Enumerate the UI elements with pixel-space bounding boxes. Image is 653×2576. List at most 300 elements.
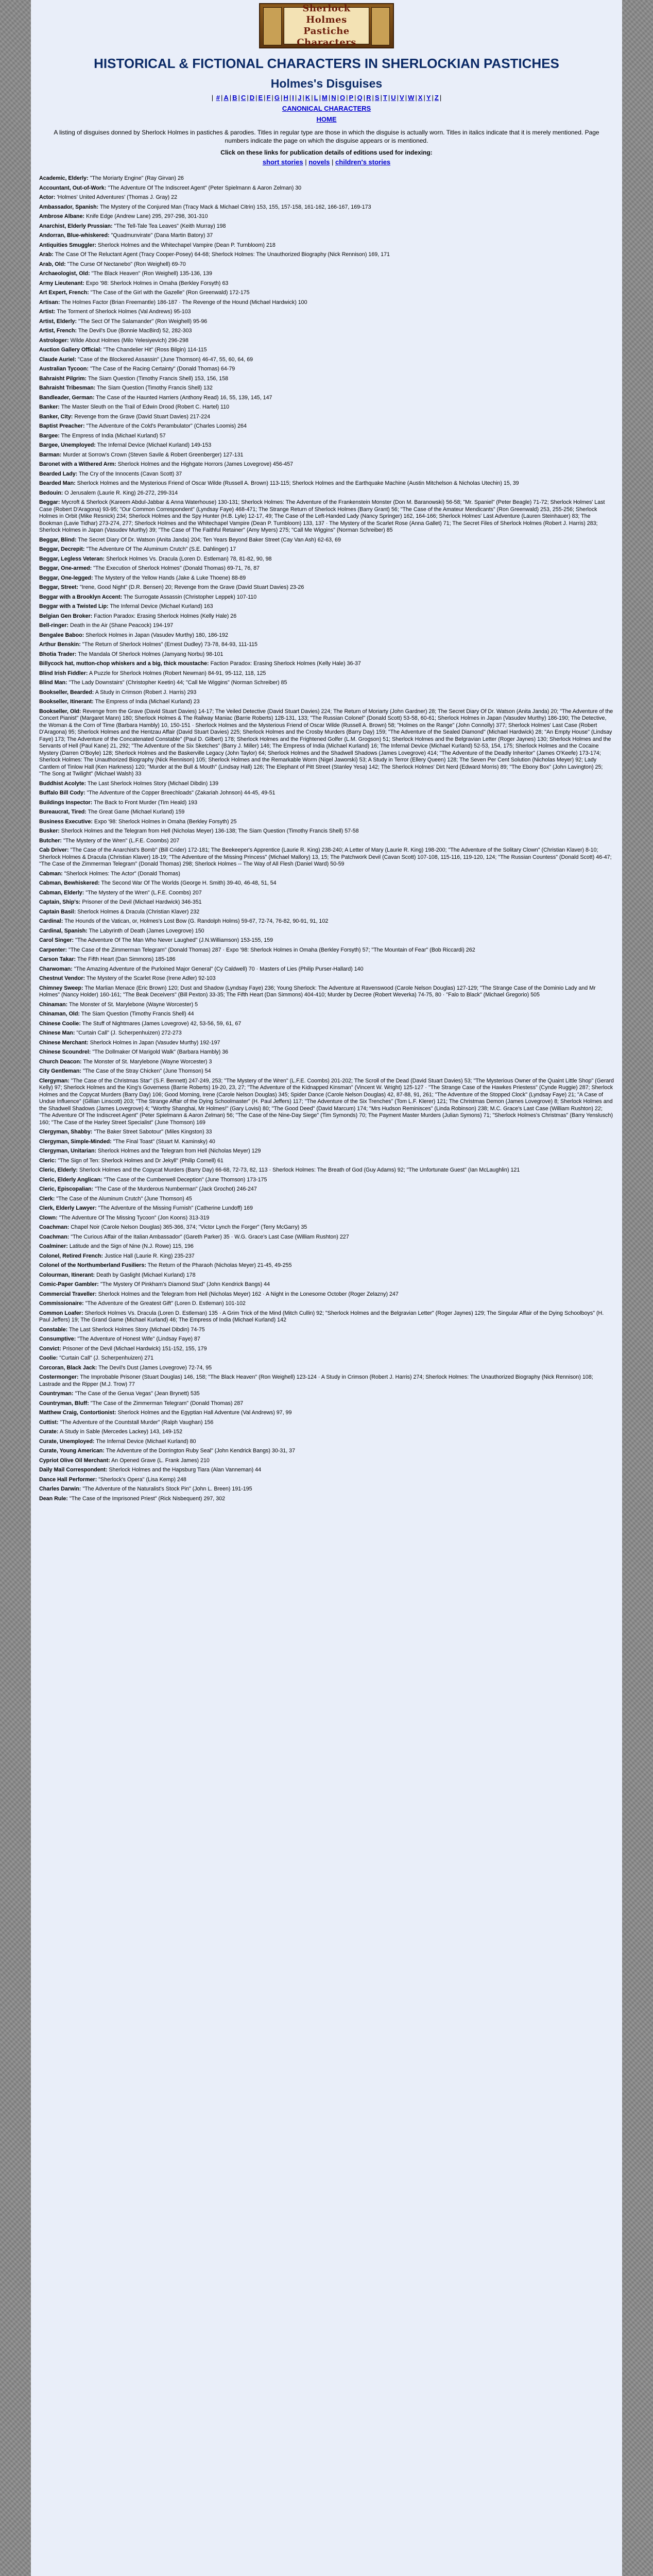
disguise-entry xyxy=(39,1262,614,1269)
disguise-term: Arab: xyxy=(39,251,54,258)
letter-separator: | xyxy=(328,94,331,101)
disguise-sources: Sherlock Holmes and the Telegram from Hell (Nicholas Meyer) 162 · A Night in the Lonesome October (Roger Zelazny) 247 xyxy=(98,1291,399,1297)
disguise-sources: "Quadmunvirate" (Dana Martin Batory) 37 xyxy=(111,232,213,239)
disguise-sources: Justice Hall (Laurie R. King) 235-237 xyxy=(105,1252,195,1259)
letter-link[interactable]: E xyxy=(258,94,263,101)
disguise-term: Arthur Benskin: xyxy=(39,641,81,648)
disguise-entry xyxy=(39,1310,614,1324)
short-stories-link[interactable]: short stories xyxy=(262,158,303,166)
letter-link[interactable]: K xyxy=(305,94,311,101)
disguise-sources: The Siam Question (Timothy Francis Shell) 153, 156, 158 xyxy=(88,375,229,382)
disguise-entry xyxy=(39,499,614,534)
publication-note: Click on these links for publication details of editions used for indexing: xyxy=(220,149,433,156)
disguise-term: Bearded Man: xyxy=(39,480,76,486)
disguise-sources: Death in the Air (Shane Peacock) 194-197 xyxy=(70,622,174,629)
disguise-sources: Expo '98: Sherlock Holmes in Omaha (Berkley Forsyth) 25 xyxy=(94,818,237,825)
disguise-sources: Wilde About Holmes (Milo Yelesiyevich) 296-298 xyxy=(70,337,188,344)
disguise-sources: The Case of the Haunted Harriers (Anthony Read) 16, 55, 139, 145, 147 xyxy=(96,394,272,401)
disguise-sources: Expo '98: Sherlock Holmes in Omaha (Berkley Forsyth) 63 xyxy=(85,280,229,286)
disguise-sources: A Study in Crimson (Robert J. Harris) 293 xyxy=(95,689,197,696)
page-content xyxy=(31,0,622,2576)
disguise-sources: "The Adventure Of The Aluminum Crutch" (S.E. Dahlinger) 17 xyxy=(86,546,236,552)
banner-wrap xyxy=(31,0,622,51)
disguise-sources: "The Case of the Stray Chicken" (June Thomson) 54 xyxy=(82,1068,211,1074)
disguise-term: Billycock hat, mutton-chop whiskers and a big, thick moustache: xyxy=(39,660,209,667)
letter-separator: | xyxy=(423,94,425,101)
disguise-entry xyxy=(39,1021,614,1028)
disguise-entry xyxy=(39,490,614,497)
disguise-term: Buildings Inspector: xyxy=(39,799,93,806)
letter-link[interactable]: Y xyxy=(426,94,431,101)
disguise-sources: The Labyrinth of Death (James Lovegrove) 150 xyxy=(89,927,204,934)
disguise-term: Clown: xyxy=(39,1214,58,1221)
disguise-term: Colonel of the Northumberland Fusiliers: xyxy=(39,1262,146,1268)
disguise-entry xyxy=(39,280,614,287)
letter-link[interactable]: R xyxy=(366,94,371,101)
disguise-term: Dance Hall Performer: xyxy=(39,1476,97,1483)
novels-link[interactable]: novels xyxy=(308,158,330,166)
canonical-characters-link[interactable]: CANONICAL CHARACTERS xyxy=(282,105,371,112)
disguise-entry xyxy=(39,175,614,182)
canonical-nav xyxy=(31,105,622,112)
disguise-term: Chinaman, Old: xyxy=(39,1011,80,1017)
letter-link[interactable]: M xyxy=(321,94,328,101)
disguise-entry xyxy=(39,899,614,906)
disguise-entry xyxy=(39,909,614,916)
disguise-entry xyxy=(39,1139,614,1146)
letter-link[interactable]: F xyxy=(266,94,271,101)
disguise-term: Coachman: xyxy=(39,1233,70,1240)
disguise-entry xyxy=(39,947,614,954)
disguise-term: Beggar: xyxy=(39,499,60,505)
disguise-sources: "The Case of the Zimmerman Telegram" (Donald Thomas) 287 · Expo '98: Sherlock Holmes in Omaha (Berkley Forsyth) 57; "The Mountain of Fear" (Bob Riccardi) 262 xyxy=(68,946,475,953)
disguise-sources: "The Adventure of the Greatest Gift" (Loren D. Estleman) 101-102 xyxy=(85,1300,246,1307)
disguise-sources: Sherlock Holmes and the Telegram from Hell (Nicholas Meyer) 129 xyxy=(98,1148,261,1154)
disguise-term: Dean Rule: xyxy=(39,1495,68,1502)
letter-link[interactable]: # xyxy=(216,94,220,101)
disguise-term: Beggar, Street: xyxy=(39,584,79,590)
disguise-entry xyxy=(39,347,614,354)
disguise-sources: "The Tell-Tale Tea Leaves" (Keith Murray) 198 xyxy=(114,223,226,229)
disguise-term: Ambrose Albane: xyxy=(39,213,85,219)
disguise-entry xyxy=(39,185,614,192)
letter-separator: | xyxy=(311,94,313,101)
letter-separator: | xyxy=(380,94,382,101)
disguise-entry xyxy=(39,433,614,440)
letter-link[interactable]: D xyxy=(249,94,255,101)
disguise-sources: "The Final Toast" (Stuart M. Kaminsky) 40 xyxy=(113,1138,215,1145)
disguise-sources: The Monster of St. Marylebone (Wayne Worcester) 3 xyxy=(83,1058,212,1065)
disguise-sources: "The Adventure Of The Indiscreet Agent" (Peter Spielmann & Aaron Zelman) 30 xyxy=(108,184,302,191)
letter-link[interactable]: U xyxy=(391,94,396,101)
disguise-term: Army Lieutenant: xyxy=(39,280,84,286)
disguise-term: Church Deacon: xyxy=(39,1058,82,1065)
disguise-term: Cuttist: xyxy=(39,1419,59,1426)
disguise-sources: Mycroft & Sherlock (Kareem Abdul-Jabbar & Anna Waterhouse) 130-131; Sherlock Holmes: The Adventure of the Frankenstein Monster (Don M. Baranowski) 56-58; "Mr. Spaniel" (Peter Beagle) 71-72; Sherlock Holmes' Last Case (Robert D'Aragona) 93-95; "Our Common Correspondent" (Lyndsay Faye) 468-471; The Strange Return of Sherlock Holmes (Barry Grant) 56; "The Case of the Amateur Mendicants" (Ron Greenwald) 253, 255-256; Sherlock Holmes in Orbit (Mike Resnick) 234; Sherlock Holmes and the Spy Hunter (H.B. Lyle) 12-17, 49; The Case of the Left-Handed Lady (Nancy Springer) 162, 164-166; Sherlock Holmes' Last Adventure (Lauren Steinhauer) 83; The Bookman (Lavie Tidhar) 273-274, 277; Sherlock Holmes and the Whitechapel Vampire (Dean P. Turnbloom) 133, 137 · The Mystery of the Scarlet Rose (Anna Gallet) 71; The Secret Files of Sherlock Holmes (Robert J. Harris) 283; Sherlock Holmes in Japan (Vasudev Murthy) 39; "The Case of The Faithful Retainer" (Amy Myers) 275; "Call Me Wiggins" (Norman Schreiber) 85 xyxy=(39,499,605,533)
disguise-entry xyxy=(39,366,614,373)
disguise-sources: The Fifth Heart (Dan Simmons) 185-186 xyxy=(77,956,176,962)
letter-link[interactable]: Q xyxy=(357,94,363,101)
disguise-entry xyxy=(39,781,614,788)
disguise-sources: "Sherlock Holmes: The Actor" (Donald Thomas) xyxy=(64,870,180,877)
disguise-sources: Sherlock Holmes & Dracula (Christian Klaver) 232 xyxy=(77,908,200,915)
disguise-sources: The Master Sleuth on the Trail of Edwin Drood (Robert C. Hartel) 110 xyxy=(61,404,230,410)
letter-link[interactable]: W xyxy=(408,94,415,101)
disguise-term: Cab Driver: xyxy=(39,847,69,853)
disguise-sources: Faction Paradox: Erasing Sherlock Holmes (Kelly Hale) 26 xyxy=(94,613,237,619)
disguise-term: Archaeologist, Old: xyxy=(39,270,90,277)
disguise-entry xyxy=(39,1011,614,1018)
disguise-entry xyxy=(39,213,614,221)
disguise-term: Artist, French: xyxy=(39,328,77,334)
disguise-term: Coolie: xyxy=(39,1355,58,1361)
disguise-term: Artisan: xyxy=(39,299,60,306)
disguise-sources: "Curtain Call" (J. Scherpenhuizen) 271 xyxy=(59,1355,154,1361)
disguise-entry xyxy=(39,565,614,572)
home-link[interactable]: HOME xyxy=(316,115,337,123)
banner-line-2: Pastiche Characters xyxy=(297,26,356,48)
disguise-term: Commercial Traveller: xyxy=(39,1291,97,1297)
disguise-term: Beggar, One-legged: xyxy=(39,574,93,581)
disguise-term: Bookseller, Old: xyxy=(39,708,81,715)
disguise-term: Bargee, Unemployed: xyxy=(39,442,96,448)
letter-separator: | xyxy=(220,94,223,101)
disguise-sources: "The Curse Of Nectanebo" (Ron Weighell) 69-70 xyxy=(67,261,186,267)
disguise-entry xyxy=(39,966,614,973)
disguise-entry xyxy=(39,385,614,392)
letter-separator: | xyxy=(319,94,321,101)
disguise-entry xyxy=(39,622,614,630)
disguise-entry xyxy=(39,584,614,591)
disguise-sources: A Study in Sable (Mercedes Lackey) 143, 149-152 xyxy=(59,1429,183,1435)
letter-link[interactable]: N xyxy=(331,94,336,101)
disguise-entry xyxy=(39,670,614,677)
disguise-entry xyxy=(39,1419,614,1427)
disguise-term: Bengalee Baboo: xyxy=(39,632,84,638)
disguise-entry xyxy=(39,880,614,887)
disguise-sources: The Mandala Of Sherlock Holmes (Jamyang Norbu) 98-101 xyxy=(78,651,224,657)
disguise-entry xyxy=(39,251,614,259)
disguise-entry xyxy=(39,556,614,563)
disguise-entry xyxy=(39,689,614,697)
disguise-sources: "The Adventure Of The Man Who Never Laughed" (J.N.Williamson) 153-155, 159 xyxy=(75,937,273,943)
disguise-entry xyxy=(39,461,614,468)
disguise-entry xyxy=(39,1458,614,1465)
disguise-sources: "The Case of the Cumberwell Deception" (June Thomson) 173-175 xyxy=(104,1176,267,1183)
disguise-term: Bahraisht Pilgrim: xyxy=(39,375,87,382)
disguise-entry xyxy=(39,809,614,816)
disguise-term: Clergyman, Shabby: xyxy=(39,1129,93,1135)
disguise-term: Accountant, Out-of-Work: xyxy=(39,184,107,191)
disguise-term: Bearded Lady: xyxy=(39,470,78,477)
disguise-term: Curate: xyxy=(39,1429,59,1435)
disguise-entry xyxy=(39,270,614,278)
disguise-term: Clergyman: xyxy=(39,1077,70,1084)
disguise-sources: Sherlock Holmes Vs. Dracula (Loren D. Estleman) 78, 81-82, 90, 98 xyxy=(106,555,272,562)
disguise-sources: Sherlock Holmes and the Copycat Murders (Barry Day) 66-68, 72-73, 82, 113 · Sherlock Holmes: The Breath of God (Guy Adams) 92; "The Unfortunate Guest" (Ian McLaughlin) 121 xyxy=(79,1167,520,1173)
disguise-entry xyxy=(39,546,614,553)
disguise-sources: "Irene, Good Night" (D.R. Bensen) 20; Revenge from the Grave (David Stuart Davies) 23-26 xyxy=(80,584,304,590)
letter-link[interactable]: V xyxy=(400,94,404,101)
disguise-term: Business Executive: xyxy=(39,818,93,825)
disguise-term: Barman: xyxy=(39,451,62,458)
disguise-entry xyxy=(39,290,614,297)
disguise-entry xyxy=(39,423,614,430)
disguise-term: Charles Darwin: xyxy=(39,1486,81,1492)
disguise-sources: The Great Game (Michael Kurland) 159 xyxy=(88,809,185,815)
disguise-entry xyxy=(39,699,614,706)
disguise-term: Common Loafer: xyxy=(39,1310,83,1316)
disguise-term: Bookseller, Bearded: xyxy=(39,689,94,696)
disguise-term: Colourman, Itinerant: xyxy=(39,1272,95,1278)
disguise-entry xyxy=(39,337,614,345)
disguise-entry xyxy=(39,594,614,601)
disguise-term: Beggar with a Brooklyn Accent: xyxy=(39,594,123,600)
letter-separator: | xyxy=(354,94,356,101)
disguise-term: Countryman, Bluff: xyxy=(39,1400,89,1406)
disguise-entry xyxy=(39,1336,614,1343)
disguise-entry xyxy=(39,1205,614,1212)
disguise-entry xyxy=(39,194,614,201)
disguise-term: Baronet with a Withered Arm: xyxy=(39,461,116,467)
letter-separator: | xyxy=(346,94,348,101)
disguise-sources: "The Return of Sherlock Holmes" (Ernest Dudley) 73-78, 84-93, 111-115 xyxy=(82,641,257,648)
index-separator: | xyxy=(305,158,307,166)
disguise-term: Chestnut Vendor: xyxy=(39,975,85,981)
disguise-entry xyxy=(39,1391,614,1398)
letter-link[interactable]: G xyxy=(274,94,280,101)
disguise-entry xyxy=(39,357,614,364)
disguise-entry xyxy=(39,1002,614,1009)
disguise-sources: "Curtain Call" (J. Scherpenhuizen) 272-273 xyxy=(76,1030,182,1036)
disguise-sources: Revenge from the Grave (David Stuart Davies) 14-17; The Veiled Detective (David Stuart Davies) 224; The Return of Moriarty (John Gardner) 28; The Secret Diary Of Dr. Watson (Anita Janda) 20; "The Adventure of the Concert Pianist" (Margaret Mann) 180; Sherlock Holmes & The Railway Maniac (Barrie Roberts) 128-131, 133; "The Russian Colonel" (Donald Scott) 53-58, 60-61; Sherlock Holmes in Japan (Vasudev Murthy) 186-190; The Detective, the Woman & the Corn of Time (Barbara Hambly) 10, 150-151 · Sherlock Holmes and the Mysterious Friend of Oscar Wilde (Russell A. Brown) 58; "Holmes on the Range" (John Connolly) 377; Sherlock Holmes' Last Case (Robert D'Aragona) 95; Sherlock Holmes and the Hentzau Affair (David Stuart Davies) 225; Sherlock Holmes and the Crosby Murders (Barry Day) 159; "The Adventure of the Sealed Diamond" (Michael Hardwick) 28; "An Empty House" (Lindsay Faye) 173; The Adventure of the Concatenated Constable" (Paul D. Gilbert) 178; Sherlock Holmes and the Frightened Golfer (L.M. Grogson) 51; Sherlock Holmes and the Belgravian Letter (Roger Jaynes) 130; Sherlock Holmes and the Servants of Hell (Paul Kane) 21, 292; "The Adventure of the Six Sketches" (Barry J. Miller) 146; The Empress of India (Michael Kurland) 16; The Infernal Device (Michael Kurland) 52-53, 154, 175; Sherlock Holmes and the Cocaine Mystery (Darren O'Boyle) 128; Sherlock Holmes and the Baskerville Legacy (John Taylor) 64; Sherlock Holmes and the Shadwell Shadows (James Lovegrove) 414; "The Adventure of the Deadly Inheritor" (James O'Keefe) 173-174; Sherlock Holmes: The Unauthorized Biography (Nick Rennison) 105; Sherlock Holmes and the Remarkable Worm (Nigel Jaworski) 53; A Study in Terror (Ellery Queen) 128; The Seven Per Cent Solution (Nicholas Meyer) 92; Lady Cantlem of Tinlow Hall (Ken Harkness) 120; "Murder at the Bull & Mouth" (Lindsay Hall) 126; The Elephant of Pitt Street (Stanley Yesa) 142; The Sherlock Holmes' Dirt Nerd (Edward Morris) 89; "The Ebony Box" (John Lavington) 25; "The Song at Twilight" (Michael Walsh) 33 xyxy=(39,708,613,777)
disguise-term: Butcher: xyxy=(39,837,62,844)
disguise-sources: "Case of the Blockered Assassin" (June Thomson) 46-47, 55, 60, 64, 69 xyxy=(78,356,253,363)
disguise-term: Beggar, One-armed: xyxy=(39,565,92,571)
disguise-entry xyxy=(39,318,614,326)
disguise-sources: "The Case of the Anarchist's Bomb" (Bill Crider) 172-181; The Beekeeper's Apprentice (Laurie R. King) 238-240; A Letter of Mary (Laurie R. King) 198-200; "The Adventure of the Solitary Clown" (Christian Klaver) 8-10; Sherlock Holmes & Dracula (Christian Klaver) 18-19; "The Adventure of the Missing Princess" (Michael Mallory) 13, 15; The Patchwork Devil (Cavan Scott) 107-108, 115-116, 119-120, 124; "The Russian Countess" (Donald Scott) 46-47; "The Case of the Zimmerman Telegram" (Donald Thomas) 298; Sherlock Holmes -- The Way of All Flesh (Daniel Ward) 50-59 xyxy=(39,847,612,867)
letter-link[interactable]: S xyxy=(374,94,380,101)
disguise-term: Matthew Craig, Contortionist: xyxy=(39,1410,116,1416)
disguise-term: Carpenter: xyxy=(39,946,67,953)
disguise-sources: "The Curious Affair of the Italian Ambassador" (Gareth Parker) 35 · W.G. Grace's Last Case (William Rushton) 227 xyxy=(71,1233,349,1240)
disguise-sources: The Mystery of the Scarlet Rose (Irene Adler) 92-103 xyxy=(86,975,216,981)
letter-separator: | xyxy=(289,94,291,101)
disguise-sources: The Marlian Menace (Eric Brown) 120; Dust and Shadow (Lyndsay Faye) 236; Young Sherlock: The Adventure at Ravenswood (Carole Nelson Douglas) 127-129; "The Strange Case of the Dominio Lady and Mr Holmes" (Nancy Holder) 160-161; "The Beak Deceivers" (Bill Pexton) 33-35; The Fifth Heart (Dan Simmons) 404-410; Murder by Decree (Robert Weverka) 74-75, 80 · "Falo to Black" (Michael Gregorio) 505 xyxy=(39,985,596,998)
disguise-term: Bureaucrat, Tired: xyxy=(39,809,87,815)
disguise-term: Artist: xyxy=(39,309,56,315)
letter-separator: | xyxy=(238,94,240,101)
disguise-sources: "The Sign of Ten: Sherlock Holmes and Dr Jekyll" (Philip Cornell) 61 xyxy=(58,1157,224,1164)
disguise-term: Daily Mail Correspondent: xyxy=(39,1467,108,1473)
disguise-entry xyxy=(39,1448,614,1455)
disguise-entry xyxy=(39,1215,614,1222)
disguise-entry xyxy=(39,871,614,878)
disguise-sources: Chapel Noir (Carole Nelson Douglas) 365-366, 374; "Victor Lynch the Forger" (Terry McGarry) 35 xyxy=(71,1224,307,1230)
disguise-term: Cardinal: xyxy=(39,918,63,924)
disguise-term: Buddhist Acolyte: xyxy=(39,780,87,787)
disguise-term: Cleric, Elderly Anglican: xyxy=(39,1176,102,1183)
disguise-sources: "The Chandelier Hit" (Ross Bilgin) 114-115 xyxy=(103,347,207,353)
disguise-entry xyxy=(39,613,614,620)
home-nav xyxy=(31,115,622,123)
disguise-sources: "The Adventure of the Cold's Perambulator" (Charles Loomis) 264 xyxy=(86,423,247,429)
letter-separator: | xyxy=(415,94,417,101)
letter-link[interactable]: A xyxy=(224,94,229,101)
disguise-term: Andorran, Blue-whiskered: xyxy=(39,232,110,239)
disguise-sources: "The Case of the Aluminum Crutch" (June Thomson) 45 xyxy=(56,1195,192,1202)
disguise-entry xyxy=(39,1374,614,1388)
disguise-sources: The Siam Question (Timothy Francis Shell) 132 xyxy=(97,385,213,391)
disguise-entry xyxy=(39,376,614,383)
edition-index-links xyxy=(31,158,622,166)
disguise-sources: The Last Sherlock Holmes Story (Michael Dibdin) 139 xyxy=(87,780,219,787)
disguise-sources: "The Adventure of the Naturalist's Stock Pin" (John L. Breen) 191-195 xyxy=(82,1486,252,1492)
disguise-entry xyxy=(39,1068,614,1075)
disguise-sources: Sherlock Holmes and the Mysterious Friend of Oscar Wilde (Russell A. Brown) 113-115; Sherlock Holmes and the Earthquake Machine (Austin Mitchelson & Nicholas Utechin) 15, 39 xyxy=(77,480,519,486)
disguise-sources: Latitude and the Sign of Nine (N.J. Rowe) 115, 196 xyxy=(69,1243,194,1249)
disguise-entry xyxy=(39,452,614,459)
disguise-sources: Prisoner of the Devil (Michael Hardwick) 151-152, 155, 179 xyxy=(62,1345,207,1352)
disguise-sources: Sherlock Holmes and the Egyptian Hall Adventure (Val Andrews) 97, 99 xyxy=(117,1410,292,1416)
disguise-term: Cleric: xyxy=(39,1157,57,1164)
disguise-sources: The Holmes Factor (Brian Freemantle) 186-187 · The Revenge of the Hound (Michael Hardwick) 100 xyxy=(61,299,307,306)
letter-separator: | xyxy=(405,94,407,101)
letter-link[interactable]: X xyxy=(418,94,423,101)
disguise-entry xyxy=(39,828,614,835)
disguise-term: Bahraisht Tribesman: xyxy=(39,385,96,391)
letter-separator: | xyxy=(281,94,283,101)
disguise-entry xyxy=(39,928,614,935)
disguise-sources: "The Case of the Genua Vegas" (Jean Brynett) 535 xyxy=(75,1391,200,1397)
letter-separator: | xyxy=(439,94,442,101)
disguise-sources: "The Adventure of Honest Wife" (Lindsay Faye) 87 xyxy=(77,1336,200,1342)
disguise-term: Coachman: xyxy=(39,1224,70,1230)
disguise-sources: "The Moriarty Engine" (Ray Girvan) 26 xyxy=(90,175,184,181)
disguise-sources: Sherlock Holmes and the Whitechapel Vampire (Dean P. Turnbloom) 218 xyxy=(98,242,276,248)
disguise-term: Chimney Sweep: xyxy=(39,985,83,991)
disguise-sources: Murder at Sorrow's Crown (Steven Savile & Robert Greenberger) 127-131 xyxy=(63,451,244,458)
disguise-entry xyxy=(39,1148,614,1155)
disguise-entry xyxy=(39,1030,614,1037)
disguise-entry xyxy=(39,299,614,307)
disguise-term: Clergyman, Simple-Minded: xyxy=(39,1138,112,1145)
disguise-sources: "The Case of the Racing Certainty" (Donald Thomas) 64-79 xyxy=(90,366,235,372)
disguise-entry xyxy=(39,261,614,268)
disguise-entry xyxy=(39,800,614,807)
letter-link[interactable]: B xyxy=(232,94,237,101)
disguise-term: Coalminer: xyxy=(39,1243,68,1249)
disguise-entry xyxy=(39,328,614,335)
letter-link[interactable]: J xyxy=(298,94,302,101)
letter-separator: | xyxy=(295,94,297,101)
letter-separator: | xyxy=(247,94,249,101)
disguise-sources: "The Sect Of The Salamander" (Ron Weighell) 95-96 xyxy=(78,318,208,325)
disguise-entry xyxy=(39,603,614,611)
disguise-term: Belgian Gen Broker: xyxy=(39,613,93,619)
letter-separator: | xyxy=(372,94,374,101)
disguise-sources: Prisoner of the Devil (Michael Hardwick) 346-351 xyxy=(82,899,202,905)
disguise-sources: The Second War Of The Worlds (George H. Smith) 39-40, 46-48, 51, 54 xyxy=(101,880,277,886)
disguise-entry xyxy=(39,1040,614,1047)
disguise-entry xyxy=(39,414,614,421)
disguise-list xyxy=(39,175,614,1502)
disguise-sources: "The Execution of Sherlock Holmes" (Donald Thomas) 69-71, 76, 87 xyxy=(93,565,260,571)
disguise-entry xyxy=(39,1400,614,1408)
disguise-entry xyxy=(39,1234,614,1241)
letter-separator: | xyxy=(264,94,266,101)
disguise-term: Chinese Coolie: xyxy=(39,1020,81,1027)
letter-link[interactable]: T xyxy=(383,94,387,101)
letter-link[interactable]: Z xyxy=(434,94,439,101)
disguise-sources: "The Mystery Of Pinkham's Diamond Stud" (John Kendrick Bangs) 44 xyxy=(100,1281,270,1287)
disguise-term: Banker, City: xyxy=(39,413,73,420)
disguise-sources: The Mystery of the Yellow Hands (Jake & Luke Thoene) 88-89 xyxy=(94,574,246,581)
disguise-entry xyxy=(39,975,614,982)
letter-link[interactable]: H xyxy=(283,94,288,101)
disguise-sources: A Puzzle for Sherlock Holmes (Robert Newman) 84-91, 95-112, 118, 125 xyxy=(89,670,266,676)
childrens-stories-link[interactable]: children's stories xyxy=(335,158,391,166)
letter-link[interactable]: L xyxy=(314,94,318,101)
disguise-sources: "The Baker Street Sabotour" (Miles Kingston) 33 xyxy=(94,1129,212,1135)
disguise-term: Chinese Scoundrel: xyxy=(39,1049,91,1055)
letter-link[interactable]: C xyxy=(240,94,246,101)
disguise-entry xyxy=(39,937,614,944)
disguise-entry xyxy=(39,1355,614,1362)
disguise-sources: The Devil's Due (Bonnie MacBird) 52, 282-303 xyxy=(78,328,192,334)
letter-link[interactable]: P xyxy=(349,94,354,101)
disguise-term: Beggar, Decrepit: xyxy=(39,546,85,552)
disguise-sources: Death by Gaslight (Michael Kurland) 178 xyxy=(96,1272,196,1278)
disguise-sources: Revenge from the Grave (David Stuart Davies) 217-224 xyxy=(74,413,211,420)
disguise-term: Captain Basil: xyxy=(39,908,76,915)
disguise-term: Busker: xyxy=(39,828,60,834)
disguise-sources: Sherlock Holmes and the Highgate Horrors (James Lovegrove) 456-457 xyxy=(117,461,294,467)
disguise-sources: "The Dollmaker Of Marigold Walk" (Barbara Hambly) 36 xyxy=(92,1049,229,1055)
disguise-sources: 'Holmes' United Adventures' (Thomas J. Gray) 22 xyxy=(57,194,178,200)
disguise-sources: "Sherlock's Opera" (Lisa Kemp) 248 xyxy=(98,1476,186,1483)
disguise-entry xyxy=(39,660,614,668)
disguise-entry xyxy=(39,1224,614,1231)
disguise-entry xyxy=(39,1496,614,1503)
intro-text: A listing of disguises donned by Sherlock Holmes in pastiches & parodies. Titles in regular type are those in which the disguise is actually worn. Titles in italics indicate that it is merely mentioned. Page numbers indicate the page on which the disguise appears or is mentioned. xyxy=(54,129,599,144)
disguise-sources: "The Black Heaven" (Ron Weighell) 135-136, 139 xyxy=(91,270,212,277)
disguise-term: Actor: xyxy=(39,194,56,200)
disguise-term: Clerk: xyxy=(39,1195,55,1202)
disguise-term: Cabman: xyxy=(39,870,63,877)
disguise-sources: "The Adventure of the Copper Breechloads" (Zakariah Johnson) 44-45, 49-51 xyxy=(87,790,276,796)
disguise-entry xyxy=(39,708,614,778)
disguise-entry xyxy=(39,537,614,544)
letter-link[interactable]: I xyxy=(292,94,294,101)
disguise-entry xyxy=(39,1253,614,1260)
disguise-term: Claude Auriel: xyxy=(39,356,77,363)
disguise-entry xyxy=(39,918,614,925)
disguise-term: Artist, Elderly: xyxy=(39,318,77,325)
disguise-entry xyxy=(39,1158,614,1165)
disguise-sources: The Improbable Prisoner (Stuart Douglas) 146, 158; "The Black Heaven" (Ron Weighell) 123-124 · A Study in Crimson (Robert J. Harris) 274; Sherlock Holmes: The Unauthorized Biography (Nick Rennison) 108; Lastrade and the Ripper (M.J. Trow) 77 xyxy=(39,1374,593,1387)
letter-separator: | xyxy=(302,94,304,101)
letter-separator: | xyxy=(255,94,257,101)
disguise-entry xyxy=(39,790,614,797)
disguise-term: Antiquities Smuggler: xyxy=(39,242,97,248)
disguise-term: Art Expert, French: xyxy=(39,290,89,296)
disguise-term: Chinese Man: xyxy=(39,1030,75,1036)
disguise-entry xyxy=(39,395,614,402)
letter-link[interactable]: O xyxy=(339,94,346,101)
disguise-entry xyxy=(39,847,614,868)
disguise-entry xyxy=(39,651,614,658)
